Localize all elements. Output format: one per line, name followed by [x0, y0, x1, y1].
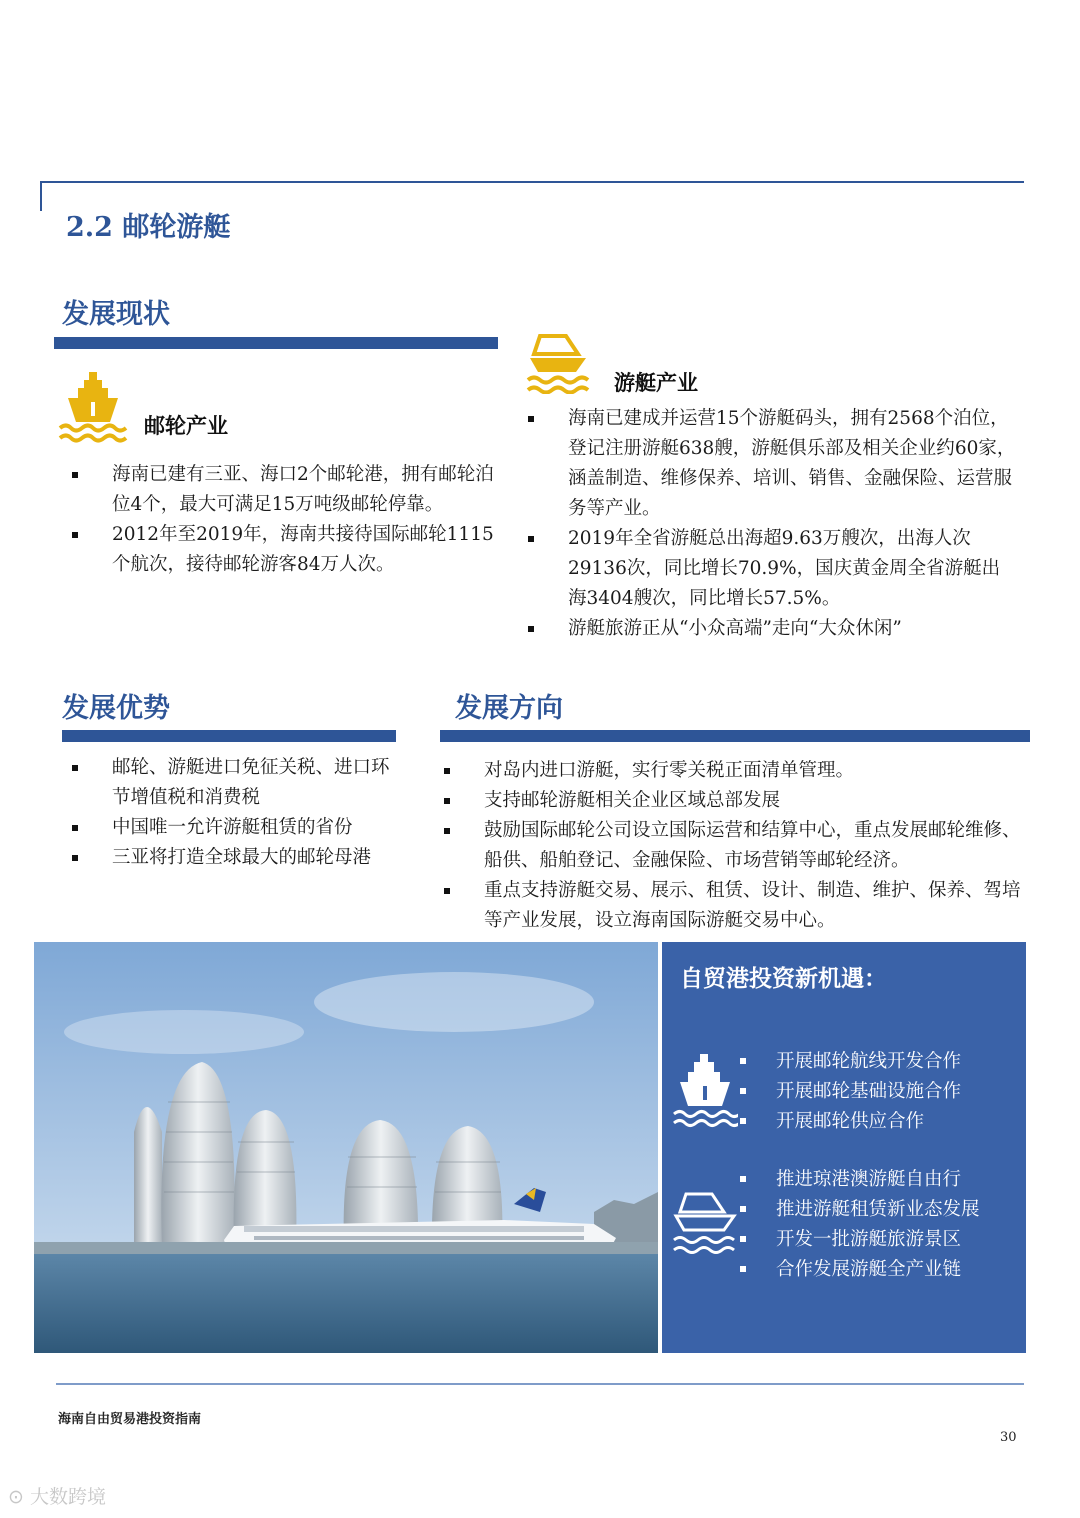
- cruise-ship-icon: [58, 370, 128, 444]
- photo-cruise-port: [34, 942, 658, 1353]
- footer-rule: [56, 1383, 1024, 1385]
- yacht-industry-list: [520, 404, 1016, 644]
- advantages-heading-bar: [62, 730, 396, 742]
- cruise-opportunity-list: [740, 1047, 1020, 1137]
- advantages-list: [64, 753, 394, 873]
- list-item: 海南已建有三亚、海口2个邮轮港，拥有邮轮泊位4个，最大可满足15万吨级邮轮停靠。: [64, 460, 494, 520]
- list-item: 三亚将打造全球最大的邮轮母港: [64, 843, 394, 873]
- yacht-opportunity-list: [740, 1165, 1020, 1285]
- cruise-industry-title: 邮轮产业: [144, 413, 228, 438]
- watermark: [8, 1482, 106, 1509]
- direction-list: [436, 756, 1036, 936]
- watermark-text: 大数跨境: [29, 1486, 106, 1508]
- list-item: 2012年至2019年，海南共接待国际邮轮1115个航次，接待邮轮游客84万人次。: [64, 520, 494, 580]
- list-item: 鼓励国际邮轮公司设立国际运营和结算中心，重点发展邮轮维修、船供、船舶登记、金融保险、市场营销等邮轮经济。: [436, 816, 1036, 876]
- list-item: 推进琼港澳游艇自由行: [740, 1165, 1020, 1195]
- status-heading: 发展现状: [62, 299, 170, 330]
- yacht-icon: [526, 332, 590, 394]
- list-item: 重点支持游艇交易、展示、租赁、设计、制造、维护、保养、驾培等产业发展，设立海南国际游艇交易中心。: [436, 876, 1036, 936]
- list-item: 2019年全省游艇总出海超9.63万艘次，出海人次29136次，同比增长70.9%，国庆黄金周全省游艇出海3404艘次，同比增长57.5%。: [520, 524, 1016, 614]
- list-item: 开发一批游艇旅游景区: [740, 1225, 1020, 1255]
- section-title: 2.2 邮轮游艇: [66, 212, 231, 243]
- header-rule: [40, 181, 1024, 183]
- cruise-industry-list: [64, 460, 494, 580]
- list-item: 海南已建成并运营15个游艇码头，拥有2568个泊位，登记注册游艇638艘，游艇俱乐部及相关企业约60家，涵盖制造、维修保养、培训、销售、金融保险、运营服务等产业。: [520, 404, 1016, 524]
- yacht-industry-title: 游艇产业: [614, 370, 698, 395]
- footer-text: 海南自由贸易港投资指南: [58, 1412, 202, 1427]
- watermark-logo-icon: ⊙: [8, 1486, 24, 1508]
- list-item: 邮轮、游艇进口免征关税、进口环节增值税和消费税: [64, 753, 394, 813]
- opportunity-panel: [662, 942, 1026, 1353]
- list-item: 推进游艇租赁新业态发展: [740, 1195, 1020, 1225]
- advantages-heading: 发展优势: [62, 693, 170, 724]
- page-number: 30: [1000, 1430, 1017, 1445]
- direction-heading-bar: [440, 730, 1030, 742]
- yacht-icon: [672, 1190, 738, 1256]
- list-item: 合作发展游艇全产业链: [740, 1255, 1020, 1285]
- list-item: 开展邮轮基础设施合作: [740, 1077, 1020, 1107]
- status-heading-bar: [54, 337, 498, 349]
- list-item: 游艇旅游正从“小众高端”走向“大众休闲”: [520, 614, 1016, 644]
- cruise-ship-icon: [672, 1052, 738, 1128]
- list-item: 开展邮轮供应合作: [740, 1107, 1020, 1137]
- list-item: 开展邮轮航线开发合作: [740, 1047, 1020, 1077]
- list-item: 中国唯一允许游艇租赁的省份: [64, 813, 394, 843]
- list-item: 支持邮轮游艇相关企业区域总部发展: [436, 786, 1036, 816]
- direction-heading: 发展方向: [455, 693, 563, 724]
- opportunity-title: 自贸港投资新机遇：: [680, 965, 887, 992]
- header-rule-tick: [40, 181, 42, 211]
- list-item: 对岛内进口游艇，实行零关税正面清单管理。: [436, 756, 1036, 786]
